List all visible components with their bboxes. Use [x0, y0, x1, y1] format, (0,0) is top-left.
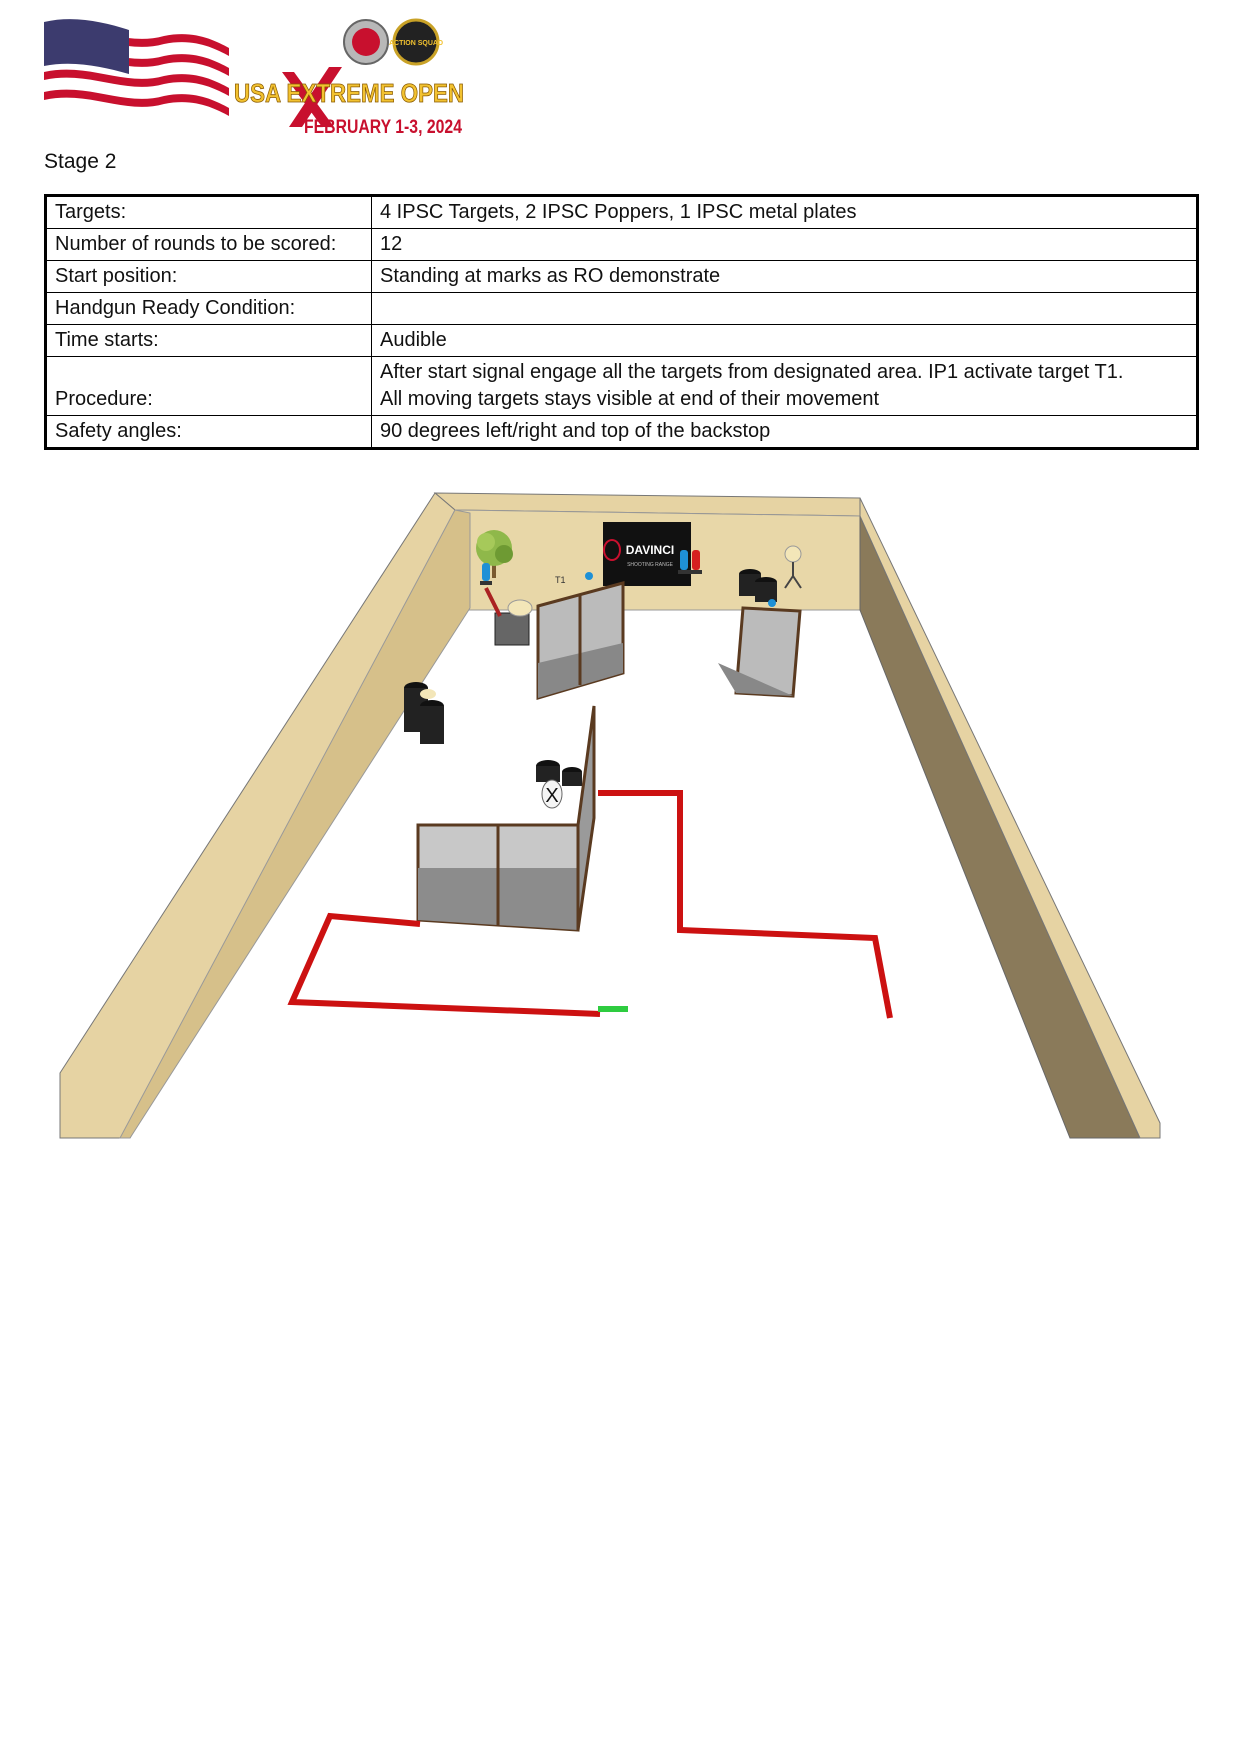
table-row	[46, 325, 1198, 357]
table-row	[46, 357, 1198, 416]
row-label: Safety angles:	[46, 416, 372, 449]
table-row	[46, 261, 1198, 293]
row-value: 4 IPSC Targets, 2 IPSC Poppers, 1 IPSC metal plates	[372, 196, 1198, 229]
event-title: USA EXTREME OPEN	[234, 78, 464, 108]
stage-title: Stage 2	[44, 150, 117, 173]
stage-info-table	[44, 194, 1199, 450]
badge-text: ACTION SQUAD	[388, 40, 444, 47]
row-value	[372, 357, 1198, 416]
start-position-marker	[598, 1006, 628, 1012]
row-label: Handgun Ready Condition:	[46, 293, 372, 325]
table-row	[46, 416, 1198, 449]
us-flag	[44, 19, 229, 124]
row-label: Number of rounds to be scored:	[46, 229, 372, 261]
row-value	[372, 293, 1198, 325]
target-label-t1: T1	[555, 575, 566, 585]
event-logo	[44, 12, 464, 142]
sign-text: DAVINCI	[625, 543, 675, 557]
row-value: 90 degrees left/right and top of the backstop	[372, 416, 1198, 449]
stage-diagram	[60, 488, 1160, 1148]
row-label: Procedure:	[46, 357, 372, 416]
row-label: Start position:	[46, 261, 372, 293]
start-mark: X	[545, 785, 559, 807]
table-row	[46, 293, 1198, 325]
event-dates: FEBRUARY 1-3, 2024	[304, 117, 463, 138]
row-label: Targets:	[46, 196, 372, 229]
procedure-line-1: After start signal engage all the targets from designated area. IP1 activate target T1.	[380, 361, 1124, 383]
row-value: Standing at marks as RO demonstrate	[372, 261, 1198, 293]
row-value: 12	[372, 229, 1198, 261]
sign-subtext: SHOOTING RANGE	[627, 562, 673, 568]
table-row	[46, 196, 1198, 229]
row-value: Audible	[372, 325, 1198, 357]
table-row	[46, 229, 1198, 261]
row-label: Time starts:	[46, 325, 372, 357]
start-mark-icon	[542, 780, 562, 808]
procedure-line-2: All moving targets stays visible at end of their movement	[380, 388, 880, 410]
